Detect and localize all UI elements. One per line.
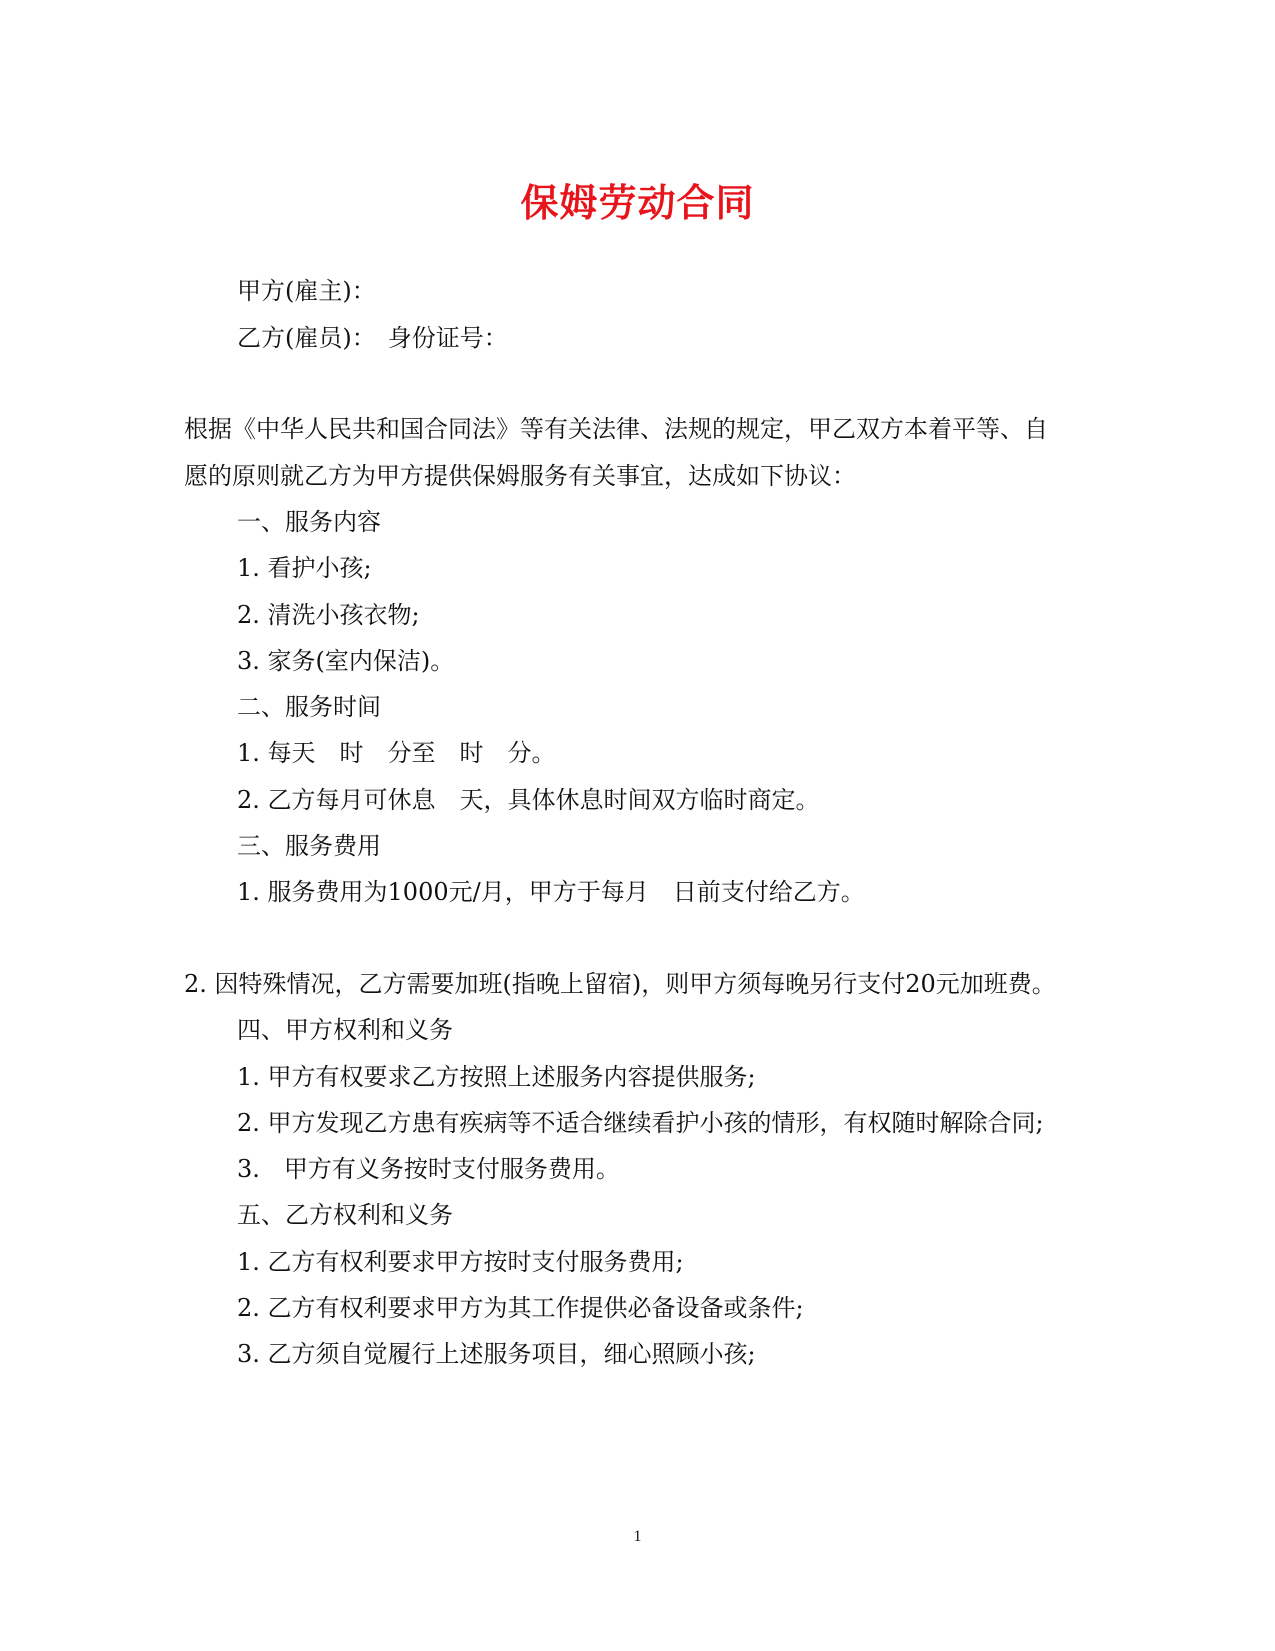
clause-item: 1. 服务费用为1000元/月，甲方于每月 日前支付给乙方。 bbox=[237, 878, 865, 906]
section-heading-party-a-rights: 四、甲方权利和义务 bbox=[237, 1016, 453, 1044]
party-a-line: 甲方(雇主)： bbox=[237, 277, 376, 305]
clause-item: 2. 清洗小孩衣物; bbox=[237, 601, 420, 629]
document-title: 保姆劳动合同 bbox=[520, 181, 755, 225]
clause-item: 1. 每天 时 分至 时 分。 bbox=[237, 739, 556, 767]
clause-item: 1. 看护小孩; bbox=[237, 554, 372, 582]
page-number: 1 bbox=[633, 1528, 642, 1545]
clause-item: 2. 乙方有权利要求甲方为其工作提供必备设备或条件; bbox=[237, 1294, 804, 1322]
clause-item: 2. 甲方发现乙方患有疾病等不适合继续看护小孩的情形，有权随时解除合同; bbox=[237, 1109, 1044, 1137]
clause-item: 2. 乙方每月可休息 天，具体休息时间双方临时商定。 bbox=[237, 786, 820, 814]
section-heading-service-content: 一、服务内容 bbox=[237, 508, 381, 536]
clause-item: 1. 甲方有权要求乙方按照上述服务内容提供服务; bbox=[237, 1063, 756, 1091]
clause-item: 3. 乙方须自觉履行上述服务项目，细心照顾小孩; bbox=[237, 1340, 756, 1368]
section-heading-service-fee: 三、服务费用 bbox=[237, 832, 381, 860]
clause-item: 1. 乙方有权利要求甲方按时支付服务费用; bbox=[237, 1248, 684, 1276]
party-b-line: 乙方(雇员)： 身份证号： bbox=[237, 324, 508, 352]
clause-item: 3. 家务(室内保洁)。 bbox=[237, 647, 455, 675]
clause-item: 2. 因特殊情况，乙方需要加班(指晚上留宿)，则甲方须每晚另行支付20元加班费。 bbox=[184, 970, 1056, 998]
intro-paragraph-line-1: 根据《中华人民共和国合同法》等有关法律、法规的规定，甲乙双方本着平等、自 bbox=[184, 415, 1048, 443]
section-heading-party-b-rights: 五、乙方权利和义务 bbox=[237, 1201, 453, 1229]
section-heading-service-time: 二、服务时间 bbox=[237, 693, 381, 721]
intro-paragraph-line-2: 愿的原则就乙方为甲方提供保姆服务有关事宜，达成如下协议： bbox=[184, 462, 856, 490]
clause-item: 3. 甲方有义务按时支付服务费用。 bbox=[237, 1155, 620, 1183]
